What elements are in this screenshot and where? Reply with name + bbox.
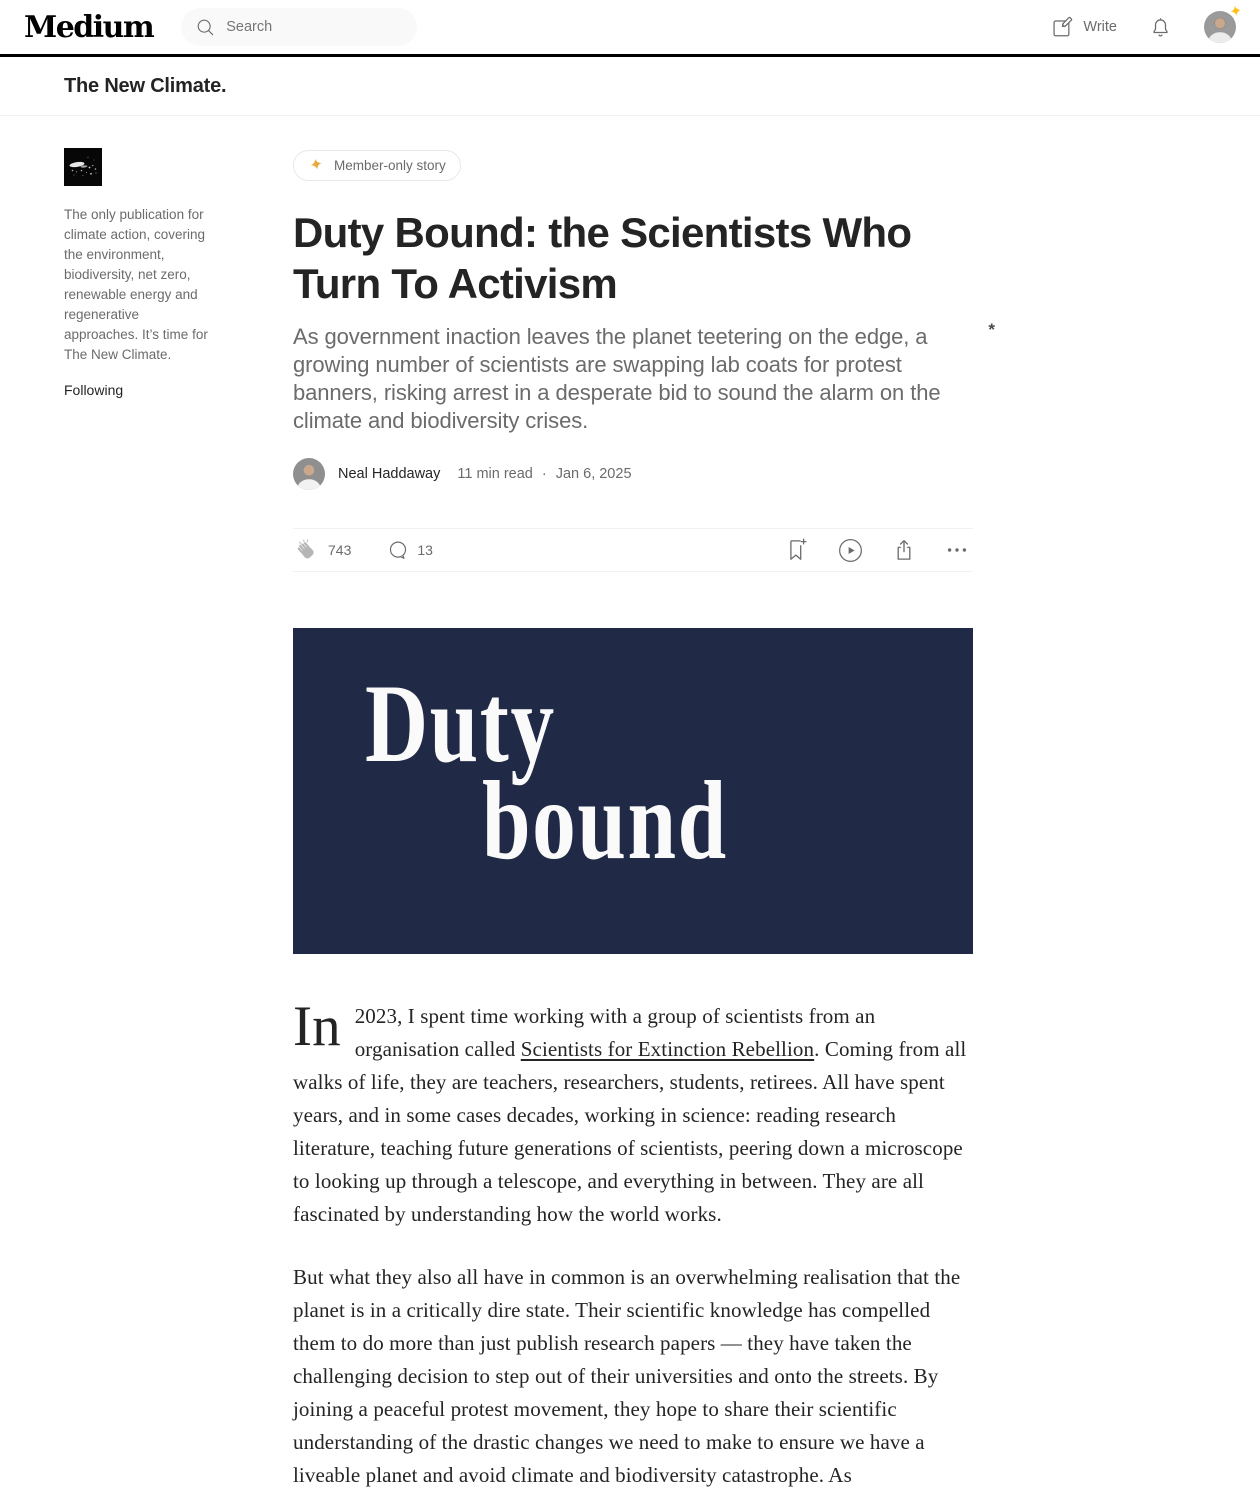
article-meta [457,466,631,482]
medium-logo[interactable]: Medium [24,9,154,45]
member-sparkle-icon [1228,4,1244,20]
article-subtitle-wrap [293,320,995,435]
engagement-actions [785,538,969,563]
publication-description: The only publication for climate action, covering the environment, biodiversity, net zero, renewable energy and regenerative approaches. It’s time for The New Climate. [64,207,208,362]
write-button[interactable] [1051,16,1117,39]
extinction-rebellion-link[interactable]: Scientists for Extinction Rebellion [520,1037,815,1061]
responses-count: 13 [417,542,433,558]
author-avatar[interactable] [293,458,325,490]
top-nav [0,0,1260,57]
member-star-icon [308,157,325,174]
article-column [293,148,995,1492]
member-only-badge [293,150,461,181]
comment-icon [387,539,409,561]
bookmark-button[interactable] [785,538,809,562]
article-subtitle: As government inaction leaves the planet teetering on the edge, a growing number of scientists are swapping lab coats for protest banners, risking arrest in a desperate bid to sound the alarm on the climate and biodiversity crises. [293,324,941,433]
article-title: Duty Bound: the Scientists Who Turn To Activism [293,209,912,307]
publication-bar [0,57,1260,116]
publication-thumbnail[interactable] [64,148,102,186]
hero-image [293,628,973,954]
listen-button[interactable] [838,538,863,563]
read-time: 11 min read [457,466,533,482]
paragraph-1-text: 2023, I spent time working with a group of scientists from an organisation called [354,1004,876,1061]
clap-button[interactable] [295,538,351,563]
nav-right-controls [1051,11,1236,43]
paragraph-1 [293,995,973,1231]
paragraph-2: But what they also all have in common is an overwhelming realisation that the planet is in a critically dire state. Their scientific knowledge has compelled them to do more than just publish research papers — they have taken the challenging decision to step out of their universities and onto the streets. By joining a peaceful protest movement, they hope to share their scientific understanding of the drastic changes we need to make to ensure we have a liveable planet and avoid climate and biodiversity catastrophe. As [293,1265,961,1487]
responses-button[interactable] [387,539,433,561]
search-bar[interactable] [181,8,417,46]
clap-icon [295,538,320,563]
write-button-label: Write [1083,19,1117,35]
search-input[interactable] [226,19,403,35]
publication-name[interactable]: The New Climate. [64,74,227,97]
page-content [0,116,1260,1492]
member-only-badge-label: Member-only story [334,158,446,173]
following-link[interactable]: Following [64,382,124,398]
notifications-button[interactable] [1149,16,1172,39]
clap-count: 743 [328,542,352,558]
publication-sidebar [64,148,216,1492]
article-body [293,995,973,1492]
profile-menu[interactable] [1204,11,1236,43]
write-icon [1051,16,1074,39]
hero-text-line1: Duty [365,662,556,786]
author-name[interactable]: Neal Haddaway [338,466,441,482]
drop-cap: In [293,995,341,1058]
author-row [293,458,973,490]
annotation-marker: * [988,320,995,339]
engagement-stats [295,538,433,563]
hero-text-line2: bound [482,759,728,883]
engagement-bar [293,528,973,572]
publish-date: Jan 6, 2025 [555,466,632,482]
meta-separator: · [541,466,547,482]
paragraph-1-text-after: . Coming from all walks of life, they are teachers, researchers, students, retirees. All have spent years, and in some cases decades, working in science: reading research literature, teaching future generations of scientists, peering down a microscope to looking up through a telescope, and everything in between. They are all fascinated by understanding how the world works. [293,1037,967,1226]
more-options-button[interactable] [945,538,969,562]
search-icon [195,17,216,38]
share-button[interactable] [892,538,916,562]
bell-icon [1149,16,1172,39]
